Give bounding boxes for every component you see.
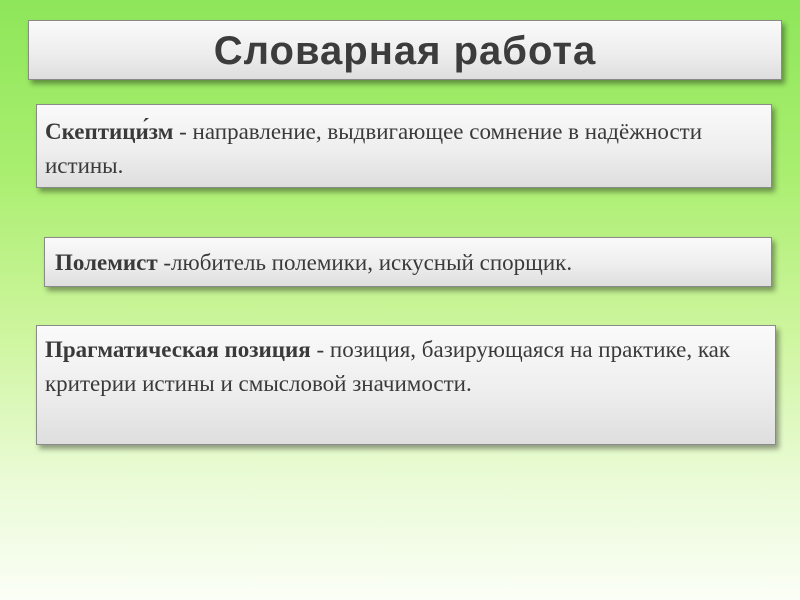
definition-text: - позиция, базирующаяся на практике, как критерии истины и смысловой значимости. [45,337,731,396]
definition-card-skepticism [36,104,772,188]
definition-term: Полемист [55,250,158,275]
definition-text: - направление, выдвигающее сомнение в надёжности истины. [45,119,703,178]
definition-card-pragmatic-position [36,325,776,445]
definition-text: -любитель полемики, искусный спорщик. [157,250,573,275]
definition-term: Скептици́зм [45,119,174,144]
slide-title: Словарная работа [213,29,597,73]
definition-card-polemicist [44,237,772,287]
title-box [28,20,782,80]
definition-term: Прагматическая позиция [45,337,311,362]
